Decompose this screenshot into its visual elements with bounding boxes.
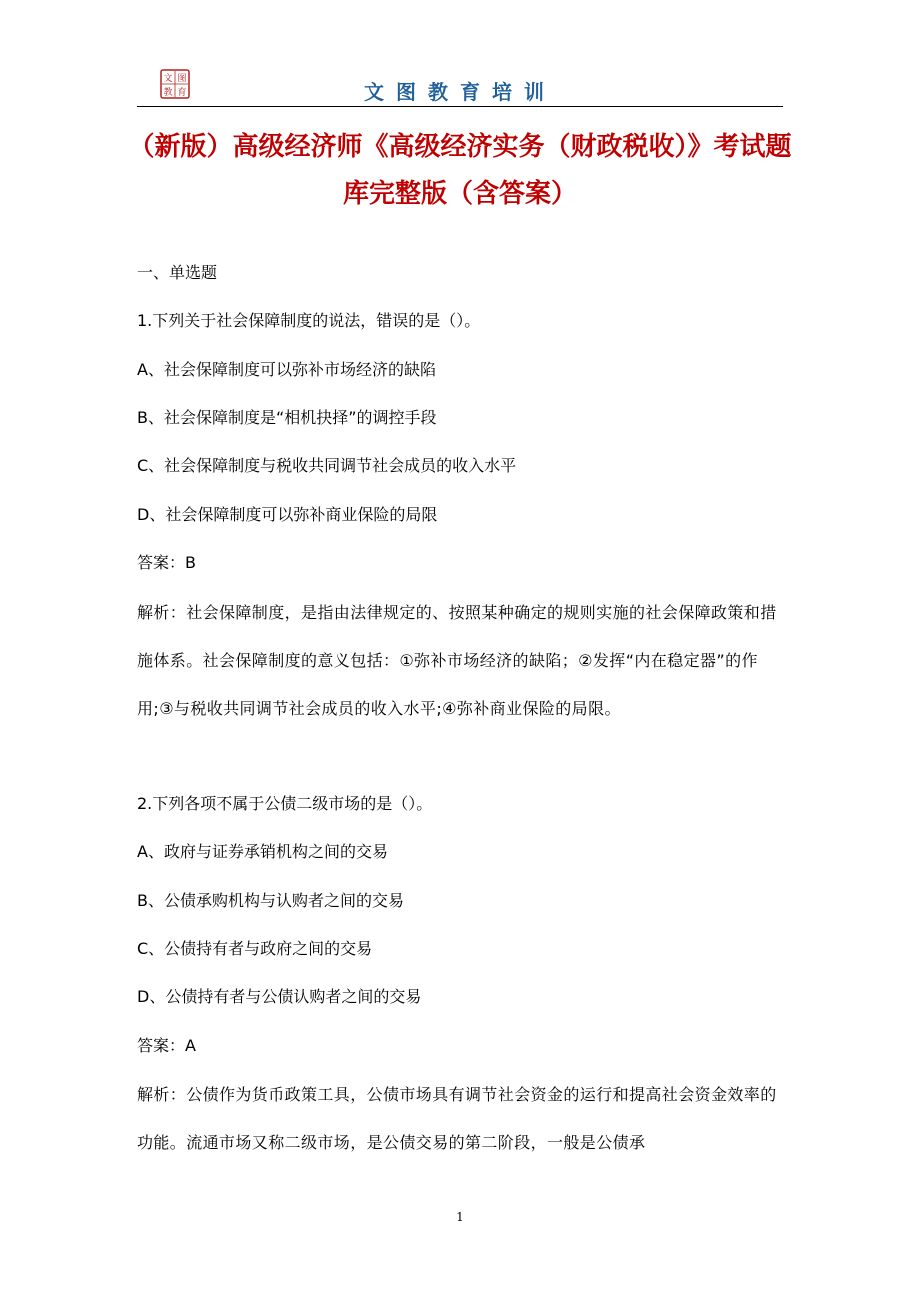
question-2-option-d: D、公债持有者与公债认购者之间的交易	[137, 987, 422, 1006]
question-2-stem: 2.下列各项不属于公债二级市场的是（）。	[137, 794, 433, 813]
question-1-option-a: A、社会保障制度可以弥补市场经济的缺陷	[137, 360, 436, 379]
svg-text:图: 图	[177, 74, 187, 84]
section-heading: 一、单选题	[137, 263, 218, 282]
question-1-stem: 1.下列关于社会保障制度的说法，错误的是（）。	[137, 311, 481, 330]
question-1-option-d: D、社会保障制度可以弥补商业保险的局限	[137, 505, 438, 524]
question-2-option-b: B、公债承购机构与认购者之间的交易	[137, 891, 404, 910]
question-2-analysis: 解析：公债作为货币政策工具，公债市场具有调节社会资金的运行和提高社会资金效率的功能。流通市场又称二级市场，是公债交易的第二阶段，一般是公债承	[137, 1085, 777, 1152]
svg-text:育: 育	[177, 88, 187, 98]
question-1-analysis: 解析：社会保障制度，是指由法律规定的、按照某种确定的规则实施的社会保障政策和措施体系。社会保障制度的意义包括：①弥补市场经济的缺陷；②发挥“内在稳定器”的作用;③与税收共同调节社会成员的收入水平;④弥补商业保险的局限。	[137, 603, 777, 718]
svg-text:文: 文	[163, 74, 173, 84]
brand-title: 文图教育培训	[364, 80, 556, 104]
question-1-answer: 答案：B	[137, 553, 196, 572]
question-1-option-b: B、社会保障制度是“相机抉择”的调控手段	[137, 408, 437, 427]
header-divider	[137, 106, 783, 107]
page-header	[137, 66, 783, 106]
question-1-option-c: C、社会保障制度与税收共同调节社会成员的收入水平	[137, 456, 517, 475]
document-title: （新版）高级经济师《高级经济实务（财政税收）》考试题库完整版（含答案）	[128, 132, 792, 209]
question-2-answer: 答案：A	[137, 1036, 196, 1055]
question-2-option-a: A、政府与证券承销机构之间的交易	[137, 842, 388, 861]
svg-text:教: 教	[163, 88, 173, 98]
page-number: 1	[456, 1210, 464, 1224]
question-2-option-c: C、公债持有者与政府之间的交易	[137, 939, 373, 958]
